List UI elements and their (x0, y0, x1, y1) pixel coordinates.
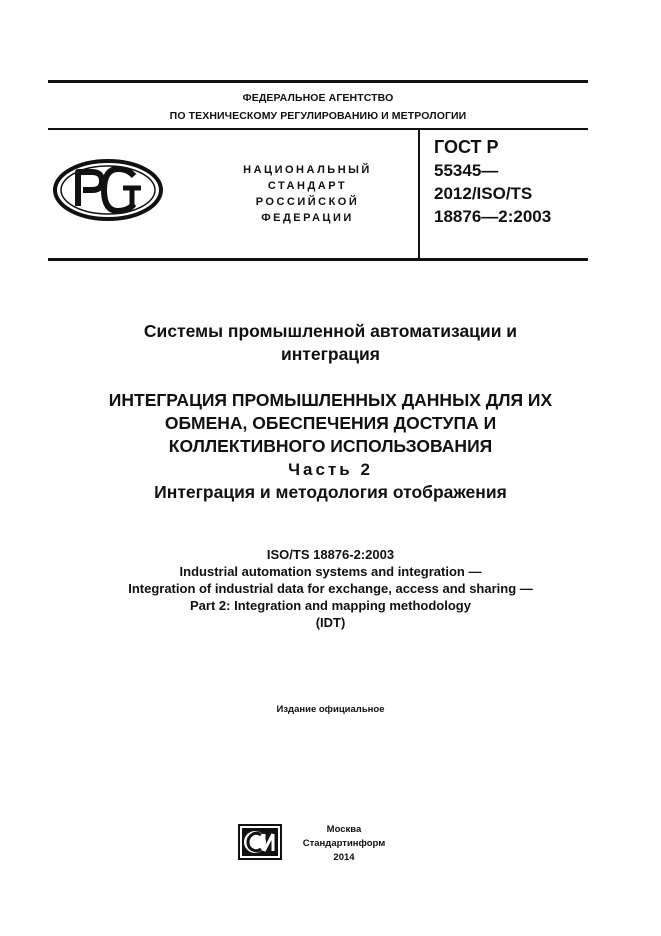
title-en-line-1: Industrial automation systems and integration — (179, 564, 482, 579)
designation-line-4: 18876—2:2003 (434, 207, 552, 226)
title-en-line-3: Part 2: Integration and mapping methodology (190, 598, 471, 613)
standard-type-line-3: РОССИЙСКОЙ (255, 196, 360, 208)
top-rule (48, 80, 588, 83)
standard-type-line-1: НАЦИОНАЛЬНЫЙ (243, 164, 372, 176)
standard-designation (434, 136, 551, 228)
designation-line-1: ГОСТ Р (434, 137, 499, 157)
standard-type (225, 162, 390, 226)
part-label: Часть 2 (288, 460, 373, 479)
publisher-city: Москва (326, 824, 362, 835)
title-en-line-2: Integration of industrial data for exchange, access and sharing — (128, 581, 533, 596)
title-ru-caps-2: ОБМЕНА, ОБЕСПЕЧЕНИЯ ДОСТУПА И (164, 413, 497, 433)
bottom-rule (48, 258, 588, 261)
title-ru-line-2: интеграция (280, 344, 381, 364)
title-en-line-4: (IDT) (315, 615, 346, 630)
publisher-name: Стандартинформ (302, 838, 386, 849)
title-en-code: ISO/TS 18876-2:2003 (266, 547, 395, 562)
designation-line-2: 55345— (434, 161, 499, 180)
title-ru-main (20, 389, 641, 458)
designation-line-3: 2012/ISO/TS (434, 184, 533, 203)
publisher-year: 2014 (333, 852, 355, 863)
gost-logo-icon (52, 158, 164, 222)
agency-line-2: ПО ТЕХНИЧЕСКОМУ РЕГУЛИРОВАНИЮ И МЕТРОЛОГИИ (169, 110, 467, 122)
agency-line-1: ФЕДЕРАЛЬНОЕ АГЕНТСТВО (242, 92, 394, 104)
designation-divider (418, 130, 420, 258)
standard-type-line-2: СТАНДАРТ (267, 180, 348, 192)
header-rule (48, 128, 588, 130)
standartinform-logo-icon (238, 824, 282, 860)
title-ru-caps-3: КОЛЛЕКТИВНОГО ИСПОЛЬЗОВАНИЯ (168, 436, 493, 456)
title-ru-caps-1: ИНТЕГРАЦИЯ ПРОМЫШЛЕННЫХ ДАННЫХ ДЛЯ ИХ (108, 390, 553, 410)
title-en (20, 546, 641, 631)
part-subtitle: Интеграция и методология отображения (154, 482, 507, 502)
edition-label: Издание официальное (276, 704, 385, 715)
standard-type-line-4: ФЕДЕРАЦИИ (261, 212, 354, 224)
title-ru-line-1: Системы промышленной автоматизации и (143, 321, 518, 341)
publisher-info (290, 823, 398, 865)
title-ru (20, 320, 641, 366)
